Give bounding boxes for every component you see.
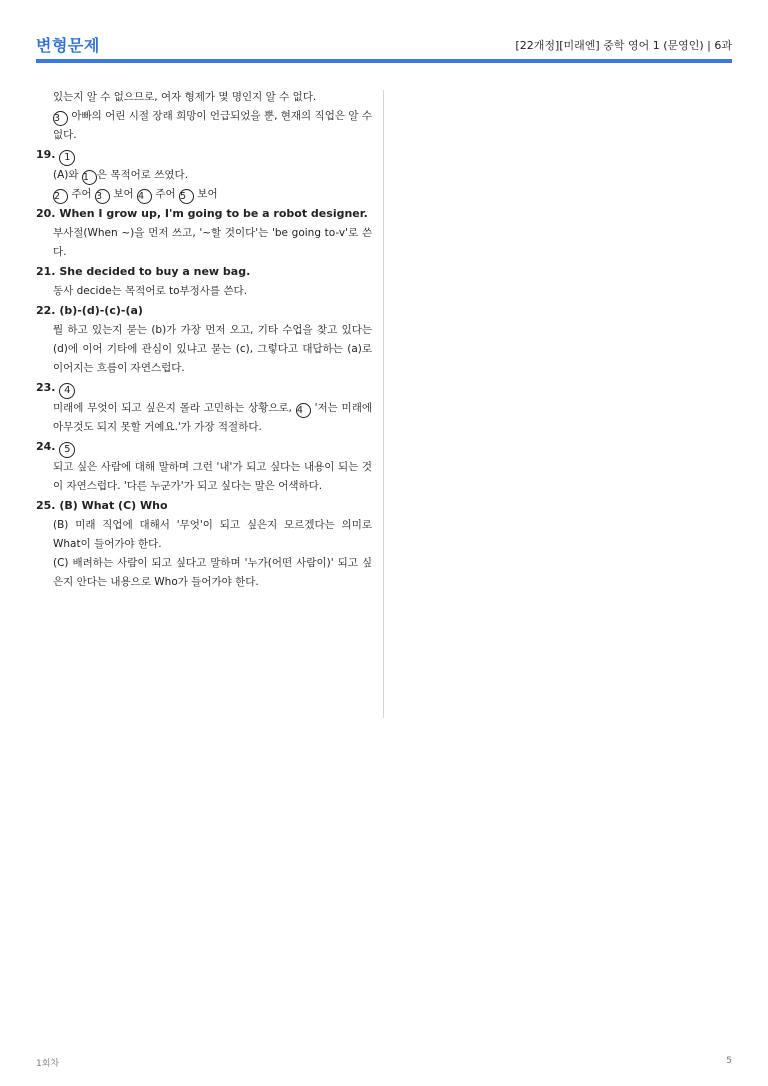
question-21-explanation: 동사 decide는 목적어로 to부정사를 쓴다. — [53, 285, 248, 297]
footer-session-label: 1회차 — [36, 1059, 60, 1069]
question-21-answer: 21. She decided to buy a new bag. — [36, 265, 251, 278]
continuation-line: 3 아빠의 어린 시절 장래 희망이 언급되었을 뿐, 현재의 직업은 알 수 없다. — [53, 110, 372, 141]
continuation-line: 있는지 알 수 없으므로, 여자 형제가 몇 명인지 알 수 없다. — [53, 91, 317, 103]
explanation-c: (C) 배려하는 사람이 되고 싶다고 말하며 '누가(어떤 사람이)' 되고 싶은지 안다는 내용으로 Who가 들어가야 한다. — [53, 557, 372, 588]
circled-number: 4 — [59, 383, 75, 399]
circled-number: 4 — [296, 403, 311, 418]
circled-number: 3 — [53, 111, 68, 126]
header-title: 변형문제 — [36, 36, 100, 55]
question-24-answer: 24. 5 — [36, 437, 372, 458]
column-divider — [383, 90, 384, 718]
circled-number: 5 — [59, 442, 75, 458]
question-22-explanation: 뭘 하고 있는지 묻는 (b)가 가장 먼저 오고, 기타 수업을 찾고 있다는 (d)에 이어 기타에 관심이 있냐고 묻는 (c), 그렇다고 대답하는 (a)로 이어지는 흐름이 자연스럽다. — [53, 324, 372, 374]
question-20-answer: 20. When I grow up, I'm going to be a robot designer. — [36, 207, 368, 220]
circled-number: 1 — [82, 170, 97, 185]
question-25-explanation — [36, 516, 372, 592]
circled-number: 2 — [53, 189, 68, 204]
question-19-answer: 19. 1 — [36, 145, 372, 166]
circled-number: 3 — [95, 189, 110, 204]
circled-number: 4 — [137, 189, 152, 204]
question-23-answer: 23. 4 — [36, 378, 372, 399]
header-course-info: [22개정][미래엔] 중학 영어 1 (문영인) | 6과 — [515, 39, 732, 52]
circled-number: 5 — [179, 189, 194, 204]
answer-column — [36, 88, 372, 592]
question-19-explanation: (A)와 1 은 목적어로 쓰였다. 2 주어 3 보어 4 주어 5 보어 — [53, 169, 218, 202]
question-20-explanation: 부사절(When ~)을 먼저 쓰고, '~할 것이다'는 'be going to-v'로 쓴다. — [53, 227, 372, 258]
continuation-block — [36, 88, 372, 145]
page-number: 5 — [726, 1056, 732, 1066]
explanation-b: (B) 미래 직업에 대해서 '무엇'이 되고 싶은지 모르겠다는 의미로 What이 들어가야 한다. — [53, 519, 372, 550]
header-rule — [36, 59, 732, 63]
question-23-explanation: 미래에 무엇이 되고 싶은지 몰라 고민하는 상황으로, 4 '저는 미래에 아무것도 되지 못할 거예요.'가 가장 적절하다. — [53, 402, 372, 433]
circled-number: 1 — [59, 150, 75, 166]
question-25-answer: 25. (B) What (C) Who — [36, 499, 168, 512]
question-24-explanation: 되고 싶은 사람에 대해 말하며 그런 '내'가 되고 싶다는 내용이 되는 것이 자연스럽다. '다른 누군가'가 되고 싶다는 말은 어색하다. — [53, 461, 372, 492]
question-22-answer: 22. (b)-(d)-(c)-(a) — [36, 304, 143, 317]
